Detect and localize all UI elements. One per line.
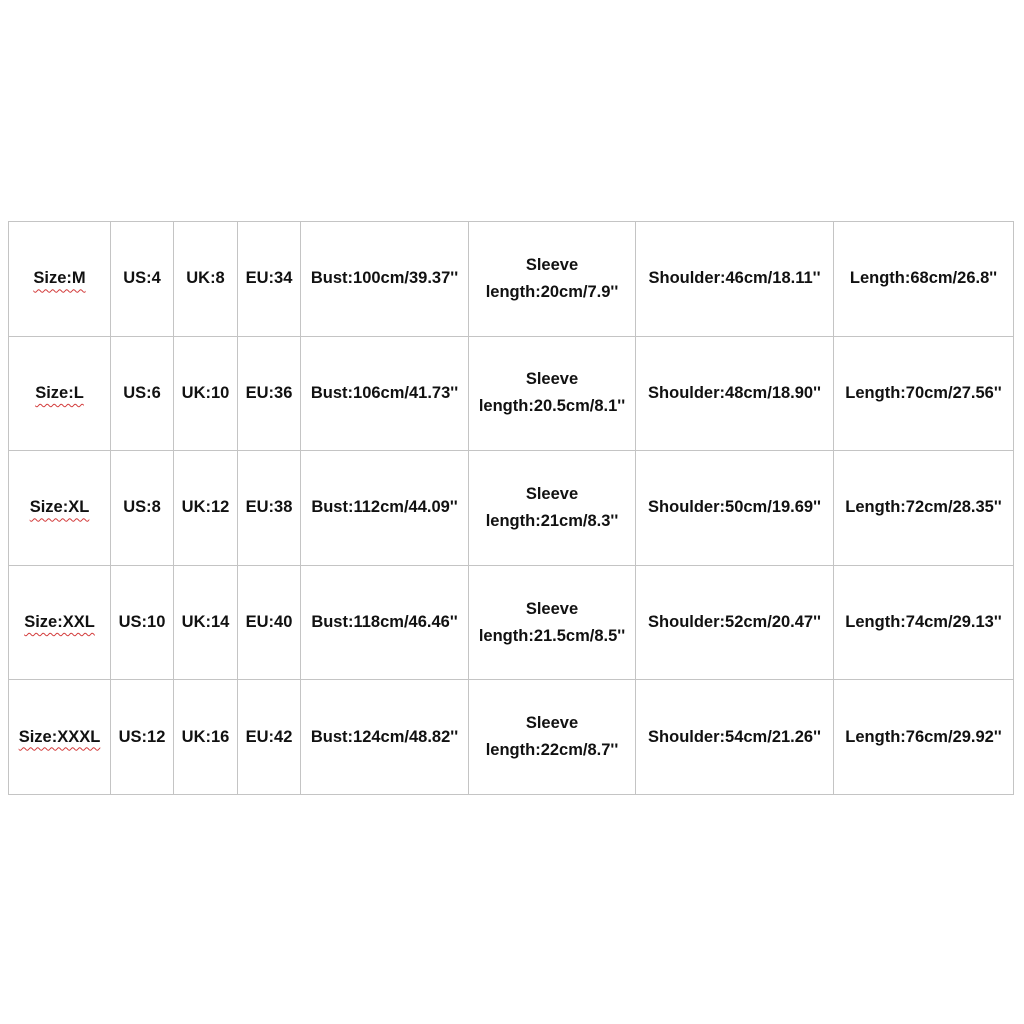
shoulder-cell: Shoulder:46cm/18.11'' <box>636 222 834 337</box>
sleeve-label: Sleeve <box>525 255 579 274</box>
sleeve-cell <box>469 336 636 451</box>
sleeve-cell <box>469 451 636 566</box>
sleeve-length-value: length:21cm/8.3'' <box>485 511 619 530</box>
length-cell: Length:72cm/28.35'' <box>834 451 1014 566</box>
sleeve-label: Sleeve <box>525 714 579 733</box>
us-size-cell: US:8 <box>111 451 174 566</box>
us-size-cell: US:10 <box>111 565 174 680</box>
eu-size-cell: EU:40 <box>238 565 301 680</box>
eu-size-cell: EU:36 <box>238 336 301 451</box>
uk-size-cell: UK:12 <box>174 451 238 566</box>
eu-size-cell: EU:34 <box>238 222 301 337</box>
uk-size-cell: UK:8 <box>174 222 238 337</box>
sleeve-cell <box>469 222 636 337</box>
size-label: Size:M <box>33 269 86 288</box>
size-row <box>9 680 1014 795</box>
shoulder-cell: Shoulder:54cm/21.26'' <box>636 680 834 795</box>
eu-size-cell: EU:38 <box>238 451 301 566</box>
size-row <box>9 336 1014 451</box>
shoulder-cell: Shoulder:48cm/18.90'' <box>636 336 834 451</box>
size-cell <box>9 222 111 337</box>
sleeve-length-value: length:20cm/7.9'' <box>485 282 619 301</box>
sleeve-length-value: length:22cm/8.7'' <box>485 741 619 760</box>
bust-cell: Bust:118cm/46.46'' <box>301 565 469 680</box>
us-size-cell: US:4 <box>111 222 174 337</box>
size-row <box>9 451 1014 566</box>
length-cell: Length:74cm/29.13'' <box>834 565 1014 680</box>
size-row <box>9 222 1014 337</box>
uk-size-cell: UK:10 <box>174 336 238 451</box>
bust-cell: Bust:100cm/39.37'' <box>301 222 469 337</box>
us-size-cell: US:12 <box>111 680 174 795</box>
bust-cell: Bust:112cm/44.09'' <box>301 451 469 566</box>
shoulder-cell: Shoulder:52cm/20.47'' <box>636 565 834 680</box>
sleeve-cell <box>469 565 636 680</box>
sleeve-length-value: length:21.5cm/8.5'' <box>478 626 626 645</box>
bust-cell: Bust:124cm/48.82'' <box>301 680 469 795</box>
sleeve-label: Sleeve <box>525 484 579 503</box>
size-row <box>9 565 1014 680</box>
size-cell <box>9 451 111 566</box>
shoulder-cell: Shoulder:50cm/19.69'' <box>636 451 834 566</box>
size-label: Size:XXXL <box>18 727 101 746</box>
sleeve-label: Sleeve <box>525 370 579 389</box>
uk-size-cell: UK:14 <box>174 565 238 680</box>
size-cell <box>9 565 111 680</box>
sleeve-label: Sleeve <box>525 599 579 618</box>
uk-size-cell: UK:16 <box>174 680 238 795</box>
size-label: Size:XXL <box>24 613 95 632</box>
length-cell: Length:76cm/29.92'' <box>834 680 1014 795</box>
size-label: Size:L <box>35 383 84 402</box>
size-chart-table <box>8 221 1014 795</box>
bust-cell: Bust:106cm/41.73'' <box>301 336 469 451</box>
size-label: Size:XL <box>29 498 90 517</box>
us-size-cell: US:6 <box>111 336 174 451</box>
sleeve-length-value: length:20.5cm/8.1'' <box>478 397 626 416</box>
length-cell: Length:68cm/26.8'' <box>834 222 1014 337</box>
eu-size-cell: EU:42 <box>238 680 301 795</box>
sleeve-cell <box>469 680 636 795</box>
size-cell <box>9 680 111 795</box>
length-cell: Length:70cm/27.56'' <box>834 336 1014 451</box>
size-cell <box>9 336 111 451</box>
